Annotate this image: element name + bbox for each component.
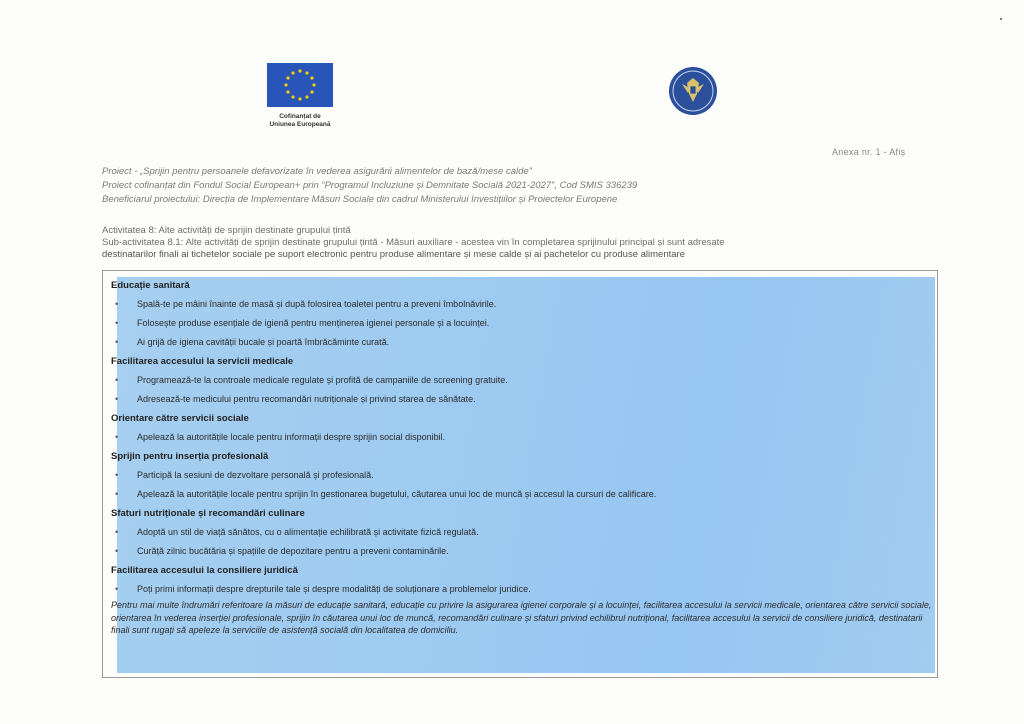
sub-activity-line-2: destinatarilor finali ai tichetelor sociale pe suport electronic pentru produse alimentare și mese calde și ai pachetelor cu produse alimentare <box>102 249 685 260</box>
list-item <box>111 333 931 352</box>
bullet-icon: • <box>115 527 119 537</box>
list-item <box>111 371 931 390</box>
project-header <box>102 165 882 207</box>
eu-caption-line-2: Uniunea Europeană <box>269 121 331 128</box>
footnote: Pentru mai multe îndrumări referitoare la măsuri de educație sanitară, educație cu privire la asigurarea igienei corporale și a locuinței, facilitarea accesului la servicii medicale, orientarea către servicii sociale, orientarea în vederea inserției profesionale, sprijin în căutarea unui loc de muncă, recomandări culinare și sfaturi privind echilibrul nutrițional, facilitarea accesului la servicii de consiliere juridică, destinatarii finali sunt rugați să apeleze la serviciile de asistență socială din localitatea de domiciliu. <box>111 600 932 635</box>
eu-stars-icon <box>267 63 333 107</box>
bullet-icon: • <box>115 432 119 442</box>
list-item-text: Folosește produse esențiale de igienă pentru menținerea igienei personale și a locuinței. <box>137 318 490 328</box>
list-item-text: Poți primi informații despre drepturile tale și despre modalități de soluționare a problemelor juridice. <box>137 584 531 594</box>
list-item <box>111 390 931 409</box>
romania-coat-of-arms-icon <box>668 66 718 116</box>
scan-speck <box>1000 18 1002 20</box>
bullet-icon: • <box>115 375 119 385</box>
list-item <box>111 466 931 485</box>
list-item <box>111 580 931 599</box>
eu-caption <box>252 113 348 129</box>
government-seal-logo <box>668 66 718 116</box>
list-item-text: Spală-te pe mâini înainte de masă și după folosirea toaletei pentru a preveni îmbolnăvirile. <box>137 299 497 309</box>
list-item-text: Programează-te la controale medicale regulate și profită de campaniile de screening gratuite. <box>137 375 508 385</box>
bullet-icon: • <box>115 470 119 480</box>
list-item <box>111 542 931 561</box>
sub-activity-line: Sub-activitatea 8.1: Alte activități de sprijin destinate grupului țintă - Măsuri auxiliare - acestea vin în completarea sprijinului principal și sunt adresate <box>102 237 725 248</box>
section-title: Facilitarea accesului la consiliere juridică <box>111 565 298 576</box>
project-title: Proiect - „Sprijin pentru persoanele defavorizate în vederea asigurării alimentelor de bază/mese calde” <box>102 166 532 177</box>
annex-label: Anexa nr. 1 - Afiș <box>832 147 906 157</box>
list-item-text: Curăță zilnic bucătăria și spațiile de depozitare pentru a preveni contaminările. <box>137 546 449 556</box>
list-item <box>111 314 931 333</box>
measures-list <box>111 276 931 599</box>
list-item-text: Adresează-te medicului pentru recomandări nutriționale și privind starea de sănătate. <box>137 394 476 404</box>
measures-panel <box>102 270 938 678</box>
bullet-icon: • <box>115 489 119 499</box>
section-title: Orientare către servicii sociale <box>111 413 249 424</box>
list-item <box>111 485 931 504</box>
section-title: Sfaturi nutriționale și recomandări culinare <box>111 508 305 519</box>
activity-description <box>102 225 932 261</box>
bullet-icon: • <box>115 337 119 347</box>
bullet-icon: • <box>115 394 119 404</box>
cofinancing-line: Proiect cofinanțat din Fondul Social European+ prin “Programul Incluziune și Demnitate Socială 2021-2027”, Cod SMIS 336239 <box>102 180 638 191</box>
list-item-text: Apelează la autoritățile locale pentru sprijin în gestionarea bugetului, căutarea unui loc de muncă și accesul la cursuri de calificare. <box>137 489 657 499</box>
list-item <box>111 428 931 447</box>
list-item-text: Apelează la autoritățile locale pentru informații despre sprijin social disponibil. <box>137 432 446 442</box>
eu-caption-line-1: Cofinanțat de <box>279 113 321 120</box>
activity-line: Activitatea 8: Alte activități de sprijin destinate grupului țintă <box>102 225 351 236</box>
list-item-text: Adoptă un stil de viață sănătos, cu o alimentație echilibrată și activitate fizică regulată. <box>137 527 479 537</box>
bullet-icon: • <box>115 299 119 309</box>
list-item <box>111 295 931 314</box>
list-item-text: Participă la sesiuni de dezvoltare personală și profesională. <box>137 470 374 480</box>
bullet-icon: • <box>115 318 119 328</box>
list-item <box>111 523 931 542</box>
beneficiary-line: Beneficiarul proiectului: Direcția de Implementare Măsuri Sociale din cadrul Ministerului Investițiilor și Proiectelor Europene <box>102 194 618 205</box>
eu-flag-logo <box>267 63 333 107</box>
section-title: Sprijin pentru inserția profesională <box>111 451 269 462</box>
list-item-text: Ai grijă de igiena cavității bucale și poartă îmbrăcăminte curată. <box>137 337 390 347</box>
bullet-icon: • <box>115 546 119 556</box>
bullet-icon: • <box>115 584 119 594</box>
section-title: Educație sanitară <box>111 280 190 291</box>
section-title: Facilitarea accesului la servicii medicale <box>111 356 294 367</box>
